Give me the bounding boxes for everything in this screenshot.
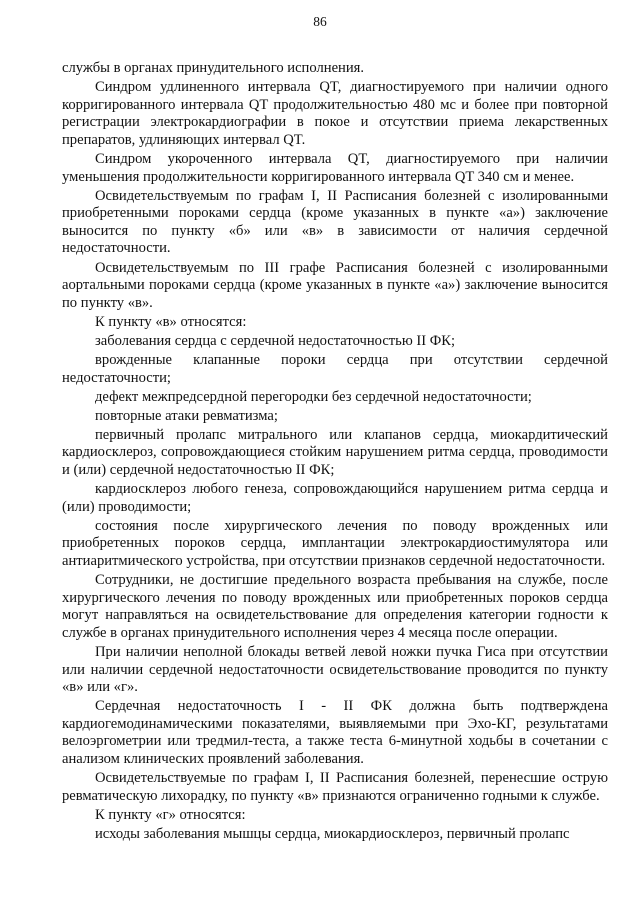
paragraph: заболевания сердца с сердечной недостаточностью II ФК; bbox=[95, 332, 456, 349]
paragraph: При наличии неполной блокады ветвей левой ножки пучка Гиса при отсутствии или наличии сердечной недостаточности освидетельствование проводится по пункту «в» или «г». bbox=[62, 644, 608, 696]
paragraph: Сердечная недостаточность I - II ФК должна быть подтверждена кардиогемодинамическими показателями, выявляемыми при Эхо-КГ, результатами велоэргометрии или тредмил-теста, а также теста 6-минутной ходьбы в сочетании с анализом клинических проявлений заболевания. bbox=[62, 698, 608, 768]
paragraph: состояния после хирургического лечения по поводу врожденных или приобретенных пороков сердца, имплантации электрокардиостимулятора или антиаритмического устройства, при отсутствии признаков сердечной недостаточности. bbox=[62, 517, 608, 570]
paragraph: исходы заболевания мышцы сердца, миокардиосклероз, первичный пролапс bbox=[95, 825, 570, 842]
paragraph: Освидетельствуемым по III графе Расписания болезней с изолированными аортальными пороками сердца (кроме указанных в пункте «а») заключение выносится по пункту «в». bbox=[62, 259, 608, 311]
paragraph: К пункту «г» относятся: bbox=[95, 806, 246, 823]
paragraph: службы в органах принудительного исполнения. bbox=[62, 60, 365, 76]
paragraph: Синдром удлиненного интервала QT, диагностируемого при наличии одного корригированного интервала QT продолжительностью 480 мс и более при повторной регистрации электрокардиографии в покое и отсутствии приема лекарственных препаратов, удлиняющих интервал QT. bbox=[62, 79, 608, 148]
paragraph: К пункту «в» относятся: bbox=[95, 313, 247, 330]
paragraph: кардиосклероз любого генеза, сопровождающийся нарушением ритма сердца и (или) проводимости; bbox=[62, 481, 608, 515]
paragraph: Освидетельствуемым по графам I, II Расписания болезней с изолированными приобретенными пороками сердца (кроме указанных в пункте «а») заключение выносится по пункту «б» или «в» в зависимости от наличия сердечной недостаточности. bbox=[62, 187, 608, 257]
paragraph: Синдром укороченного интервала QT, диагностируемого при наличии уменьшения продолжительности корригированного интервала QT 340 см и менее. bbox=[62, 150, 608, 185]
paragraph: повторные атаки ревматизма; bbox=[95, 407, 278, 424]
paragraph: Сотрудники, не достигшие предельного возраста пребывания на службе, после хирургического лечения по поводу врожденных или приобретенных пороков сердца могут направляться на освидетельствование для определения категории годности к службе в органах принудительного исполнения через 4 месяца после операции. bbox=[62, 572, 608, 641]
paragraph: врожденные клапанные пороки сердца при отсутствии сердечной недостаточности; bbox=[62, 352, 608, 386]
paragraph: дефект межпредсердной перегородки без сердечной недостаточности; bbox=[95, 388, 532, 405]
page-body bbox=[62, 60, 608, 845]
paragraph: Освидетельствуемые по графам I, II Расписания болезней, перенесшие острую ревматическую лихорадку, по пункту «в» признаются ограниченно годными к службе. bbox=[62, 770, 608, 804]
page-number: 86 bbox=[313, 14, 327, 29]
paragraph: первичный пролапс митрального или клапанов сердца, миокардитический кардиосклероз, сопровождающиеся стойким нарушением ритма сердца, проводимости и (или) сердечной недостаточностью II ФК; bbox=[62, 426, 608, 479]
